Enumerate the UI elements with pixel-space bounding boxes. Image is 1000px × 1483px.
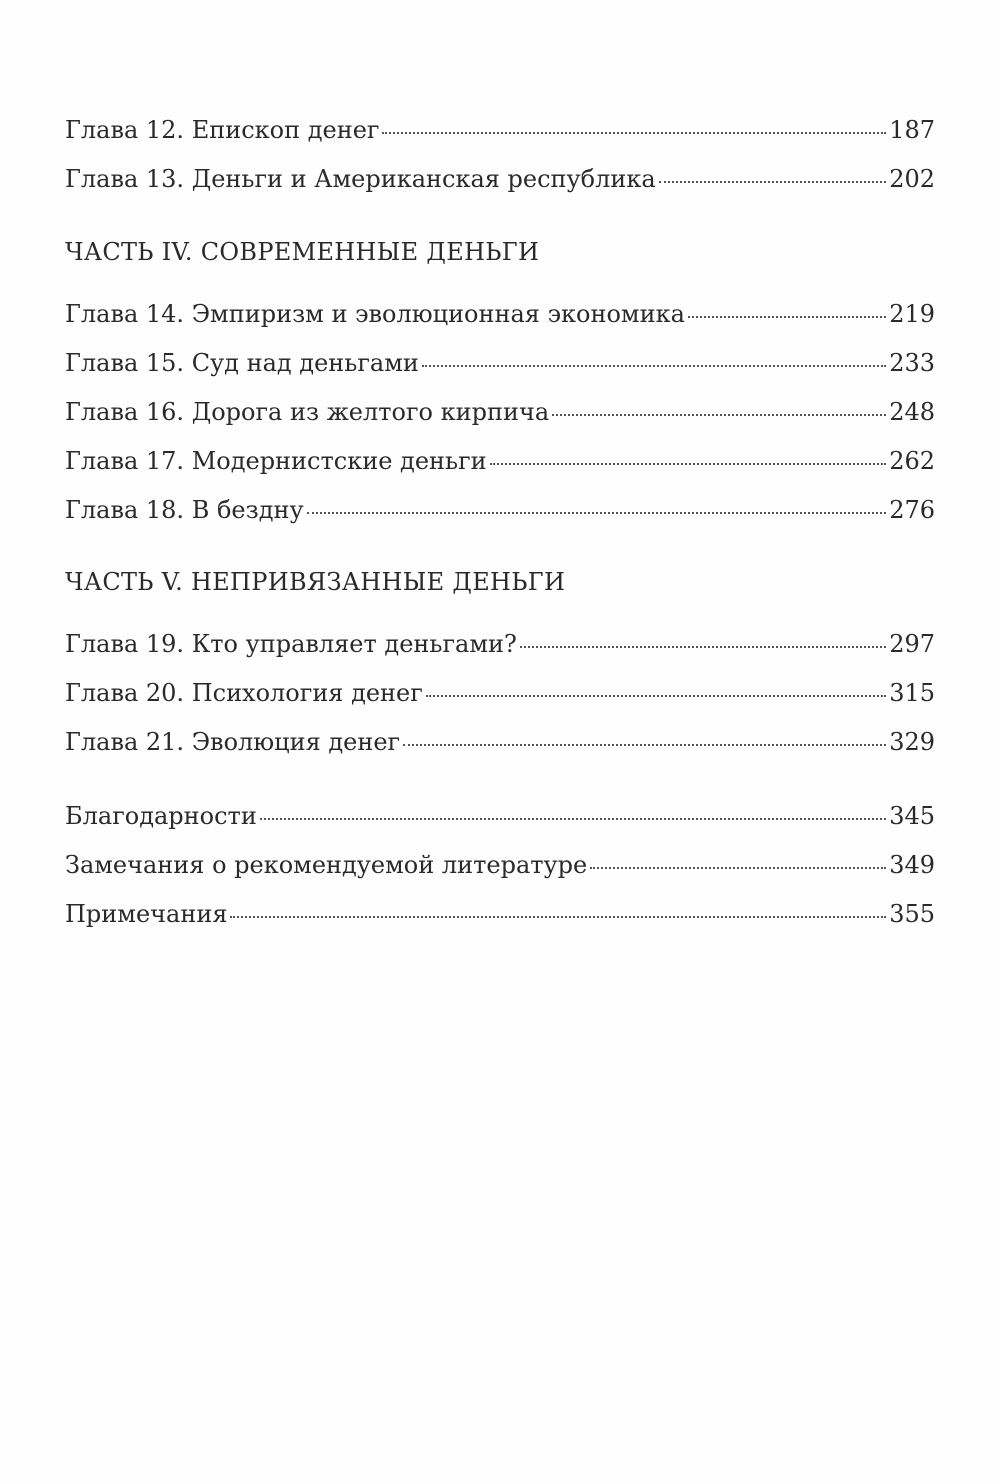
toc-entry-chapter-12[interactable] xyxy=(65,115,935,145)
toc-entry-page: 315 xyxy=(889,679,935,707)
dot-leader xyxy=(260,818,886,820)
toc-entry-title: Замечания о рекомендуемой литературе xyxy=(65,851,588,879)
dot-leader xyxy=(659,181,887,183)
toc-entry-page: 248 xyxy=(889,398,935,426)
toc-entry-further-reading[interactable] xyxy=(65,850,935,880)
toc-entry-title: Глава 19. Кто управляет деньгами? xyxy=(65,630,517,658)
toc-entry-title: Глава 16. Дорога из желтого кирпича xyxy=(65,398,550,426)
toc-entry-chapter-16[interactable] xyxy=(65,397,935,427)
toc-entry-chapter-17[interactable] xyxy=(65,446,935,476)
toc-entry-chapter-15[interactable] xyxy=(65,348,935,378)
toc-entry-title: Глава 20. Психология денег xyxy=(65,679,423,707)
toc-entry-page: 219 xyxy=(889,300,935,328)
toc-entry-title: Глава 21. Эволюция денег xyxy=(65,728,401,756)
toc-entry-title: Глава 14. Эмпиризм и эволюционная экономика xyxy=(65,300,685,328)
toc-entry-page: 187 xyxy=(889,116,935,144)
toc-entry-page: 262 xyxy=(889,447,935,475)
toc-entry-title: Глава 18. В бездну xyxy=(65,496,304,524)
toc-entry-page: 345 xyxy=(889,802,935,830)
part-4-heading: ЧАСТЬ IV. СОВРЕМЕННЫЕ ДЕНЬГИ xyxy=(65,238,540,266)
toc-entry-page: 329 xyxy=(889,728,935,756)
dot-leader xyxy=(403,744,886,746)
toc-entry-page: 276 xyxy=(889,496,935,524)
toc-entry-title: Глава 17. Модернистские деньги xyxy=(65,447,487,475)
toc-entry-notes[interactable] xyxy=(65,899,935,929)
toc-entry-chapter-19[interactable] xyxy=(65,629,935,659)
dot-leader xyxy=(230,916,886,918)
toc-entry-title: Глава 15. Суд над деньгами xyxy=(65,349,419,377)
toc-entry-chapter-21[interactable] xyxy=(65,727,935,757)
toc-entry-page: 202 xyxy=(889,165,935,193)
toc-entry-page: 355 xyxy=(889,900,935,928)
toc-entry-page: 297 xyxy=(889,630,935,658)
toc-entry-chapter-20[interactable] xyxy=(65,678,935,708)
toc-entry-title: Примечания xyxy=(65,900,228,928)
dot-leader xyxy=(422,365,886,367)
toc-entry-page: 349 xyxy=(889,851,935,879)
toc-entry-page: 233 xyxy=(889,349,935,377)
dot-leader xyxy=(552,414,886,416)
dot-leader xyxy=(590,867,886,869)
dot-leader xyxy=(307,512,887,514)
toc-entry-acknowledgements[interactable] xyxy=(65,801,935,831)
dot-leader xyxy=(490,463,887,465)
toc-entry-title: Глава 12. Епископ денег xyxy=(65,116,380,144)
part-5-heading: ЧАСТЬ V. НЕПРИВЯЗАННЫЕ ДЕНЬГИ xyxy=(65,568,566,596)
toc-entry-chapter-18[interactable] xyxy=(65,495,935,525)
dot-leader xyxy=(382,132,886,134)
toc-entry-chapter-14[interactable] xyxy=(65,299,935,329)
dot-leader xyxy=(426,695,886,697)
toc-entry-title: Благодарности xyxy=(65,802,257,830)
dot-leader xyxy=(520,646,886,648)
dot-leader xyxy=(688,316,886,318)
toc-entry-chapter-13[interactable] xyxy=(65,164,935,194)
toc-entry-title: Глава 13. Деньги и Американская республика xyxy=(65,165,656,193)
